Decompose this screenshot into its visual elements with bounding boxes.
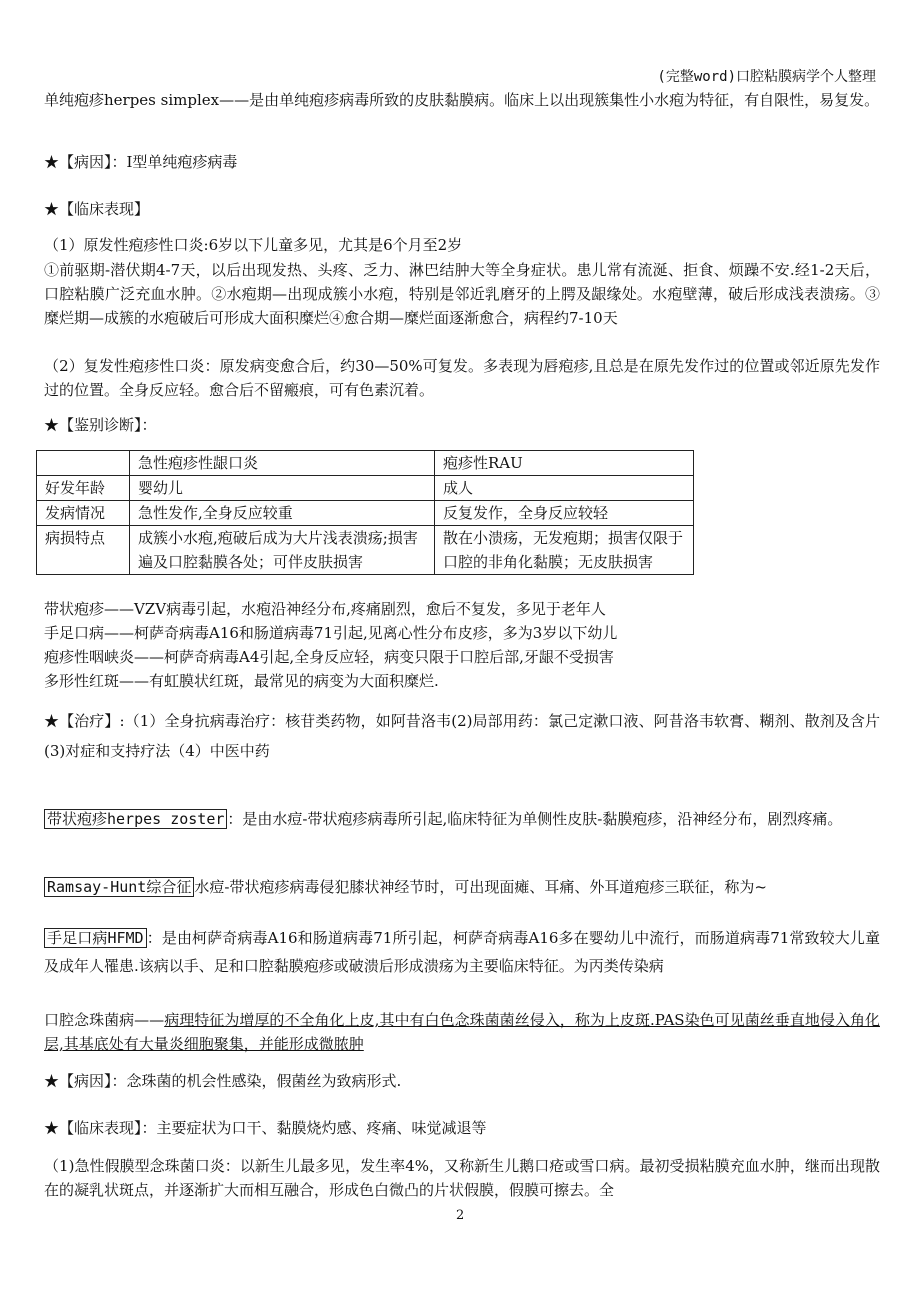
diff-line-hfmd: 手足口病——柯萨奇病毒A16和肠道病毒71引起,见离心性分布皮疹，多为3岁以下幼儿 — [44, 624, 618, 642]
table-cell: 好发年龄 — [37, 476, 130, 501]
herpes-etiology: ★【病因】：Ⅰ型单纯疱疹病毒 — [44, 153, 238, 171]
diff-line-zoster: 带状疱疹——VZV病毒引起，水疱沿神经分布,疼痛剧烈，愈后不复发，多见于老年人 — [44, 600, 606, 618]
table-row — [37, 526, 694, 575]
zoster-term: 带状疱疹herpes zoster — [44, 809, 227, 829]
table-cell: 发病情况 — [37, 501, 130, 526]
ramsay-definition: 水痘-带状疱疹病毒侵犯膝状神经节时，可出现面瘫、耳痛、外耳道疱疹三联征，称为~ — [194, 878, 767, 896]
diff-line-erythema: 多形性红斑——有虹膜状红斑，最常见的病变为大面积糜烂. — [44, 672, 439, 690]
table-cell: 散在小溃疡，无发疱期；损害仅限于口腔的非角化黏膜；无皮肤损害 — [435, 526, 694, 575]
ramsay-term: Ramsay-Hunt综合征 — [44, 877, 194, 897]
differential-diagnosis-heading: ★【鉴别诊断】： — [44, 416, 157, 434]
table-cell — [37, 451, 130, 476]
table-header-row — [37, 451, 694, 476]
table-cell: 婴幼儿 — [130, 476, 435, 501]
table-cell: 疱疹性RAU — [435, 451, 694, 476]
document-header: (完整word)口腔粘膜病学个人整理 — [657, 69, 876, 85]
recurrent-herpes-text: （2）复发性疱疹性口炎：原发病变愈合后，约30—50%可复发。多表现为唇疱疹,且总是在原先发作过的位置或邻近原先发作过的位置。全身反应轻。愈合后不留瘢痕，可有色素沉着。 — [44, 357, 880, 399]
primary-herpes-text: ①前驱期-潜伏期4-7天，以后出现发热、头疼、乏力、淋巴结肿大等全身症状。患儿常有流涎、拒食、烦躁不安.经1-2天后，口腔粘膜广泛充血水肿。②水疱期—出现成簇小水疱，特别是邻近乳磨牙的上腭及龈缘处。水疱壁薄，破后形成浅表溃疡。③糜烂期—成簇的水疱破后可形成大面积糜烂④愈合期—糜烂面逐渐愈合，病程约7-10天 — [44, 261, 880, 327]
herpes-clinical-heading: ★【临床表现】 — [44, 200, 150, 218]
ramsay-paragraph — [44, 876, 767, 897]
table-row — [37, 476, 694, 501]
primary-herpes-title: （1）原发性疱疹性口炎:6岁以下儿童多见，尤其是6个月至2岁 — [44, 236, 463, 254]
candida-clinical-heading: ★【临床表现】：主要症状为口干、黏膜烧灼感、疼痛、味觉减退等 — [44, 1119, 487, 1137]
table-row — [37, 501, 694, 526]
hfmd-definition: ：是由柯萨奇病毒A16和肠道病毒71所引起，柯萨奇病毒A16多在婴幼儿中流行，而肠道病毒71常致较大儿童及成年人罹患.该病以手、足和口腔黏膜疱疹或破溃后形成溃疡为主要临床特征。为丙类传染病 — [44, 929, 880, 975]
table-cell: 急性发作,全身反应较重 — [130, 501, 435, 526]
table-cell: 反复发作，全身反应较轻 — [435, 501, 694, 526]
differential-table — [36, 450, 694, 575]
table-cell: 成人 — [435, 476, 694, 501]
candida-definition — [44, 1008, 880, 1056]
table-cell: 成簇小水疱,疱破后成为大片浅表溃疡;损害遍及口腔黏膜各处；可伴皮肤损害 — [130, 526, 435, 575]
candida-def-pathology: 病理特征为增厚的不全角化上皮,其中有白色念珠菌菌丝侵入，称为上皮斑.PAS染色可见菌丝垂直地侵入角化层,其基底处有大量炎细胞聚集，并能形成微脓肿 — [44, 1011, 880, 1053]
page-number: 2 — [456, 1208, 465, 1223]
herpes-definition: 单纯疱疹herpes simplex——是由单纯疱疹病毒所致的皮肤黏膜病。临床上以出现簇集性小水疱为特征，有自限性，易复发。 — [44, 91, 880, 109]
candida-def-prefix: 口腔念珠菌病—— — [44, 1011, 165, 1029]
candida-acute-text: （1)急性假膜型念珠菌口炎：以新生儿最多见，发生率4%，又称新生儿鹅口疮或雪口病。最初受损粘膜充血水肿，继而出现散在的凝乳状斑点，并逐渐扩大而相互融合，形成色白微凸的片状假膜，假膜可擦去。全 — [44, 1157, 880, 1199]
hfmd-term: 手足口病HFMD — [44, 928, 147, 948]
diff-line-herpangina: 疱疹性咽峡炎——柯萨奇病毒A4引起,全身反应轻，病变只限于口腔后部,牙龈不受损害 — [44, 648, 614, 666]
herpes-treatment: ★【治疗】:（1）全身抗病毒治疗：核苷类药物，如阿昔洛韦(2)局部用药：氯己定漱口液、阿昔洛韦软膏、糊剂、散剂及含片(3)对症和支持疗法（4）中医中药 — [44, 712, 880, 760]
candida-etiology: ★【病因】：念珠菌的机会性感染，假菌丝为致病形式. — [44, 1072, 402, 1090]
table-cell: 急性疱疹性龈口炎 — [130, 451, 435, 476]
table-cell: 病损特点 — [37, 526, 130, 575]
zoster-definition: ：是由水痘-带状疱疹病毒所引起,临床特征为单侧性皮肤-黏膜疱疹，沿神经分布，剧烈疼痛。 — [227, 810, 843, 828]
zoster-paragraph — [44, 802, 880, 836]
hfmd-paragraph — [44, 924, 880, 980]
